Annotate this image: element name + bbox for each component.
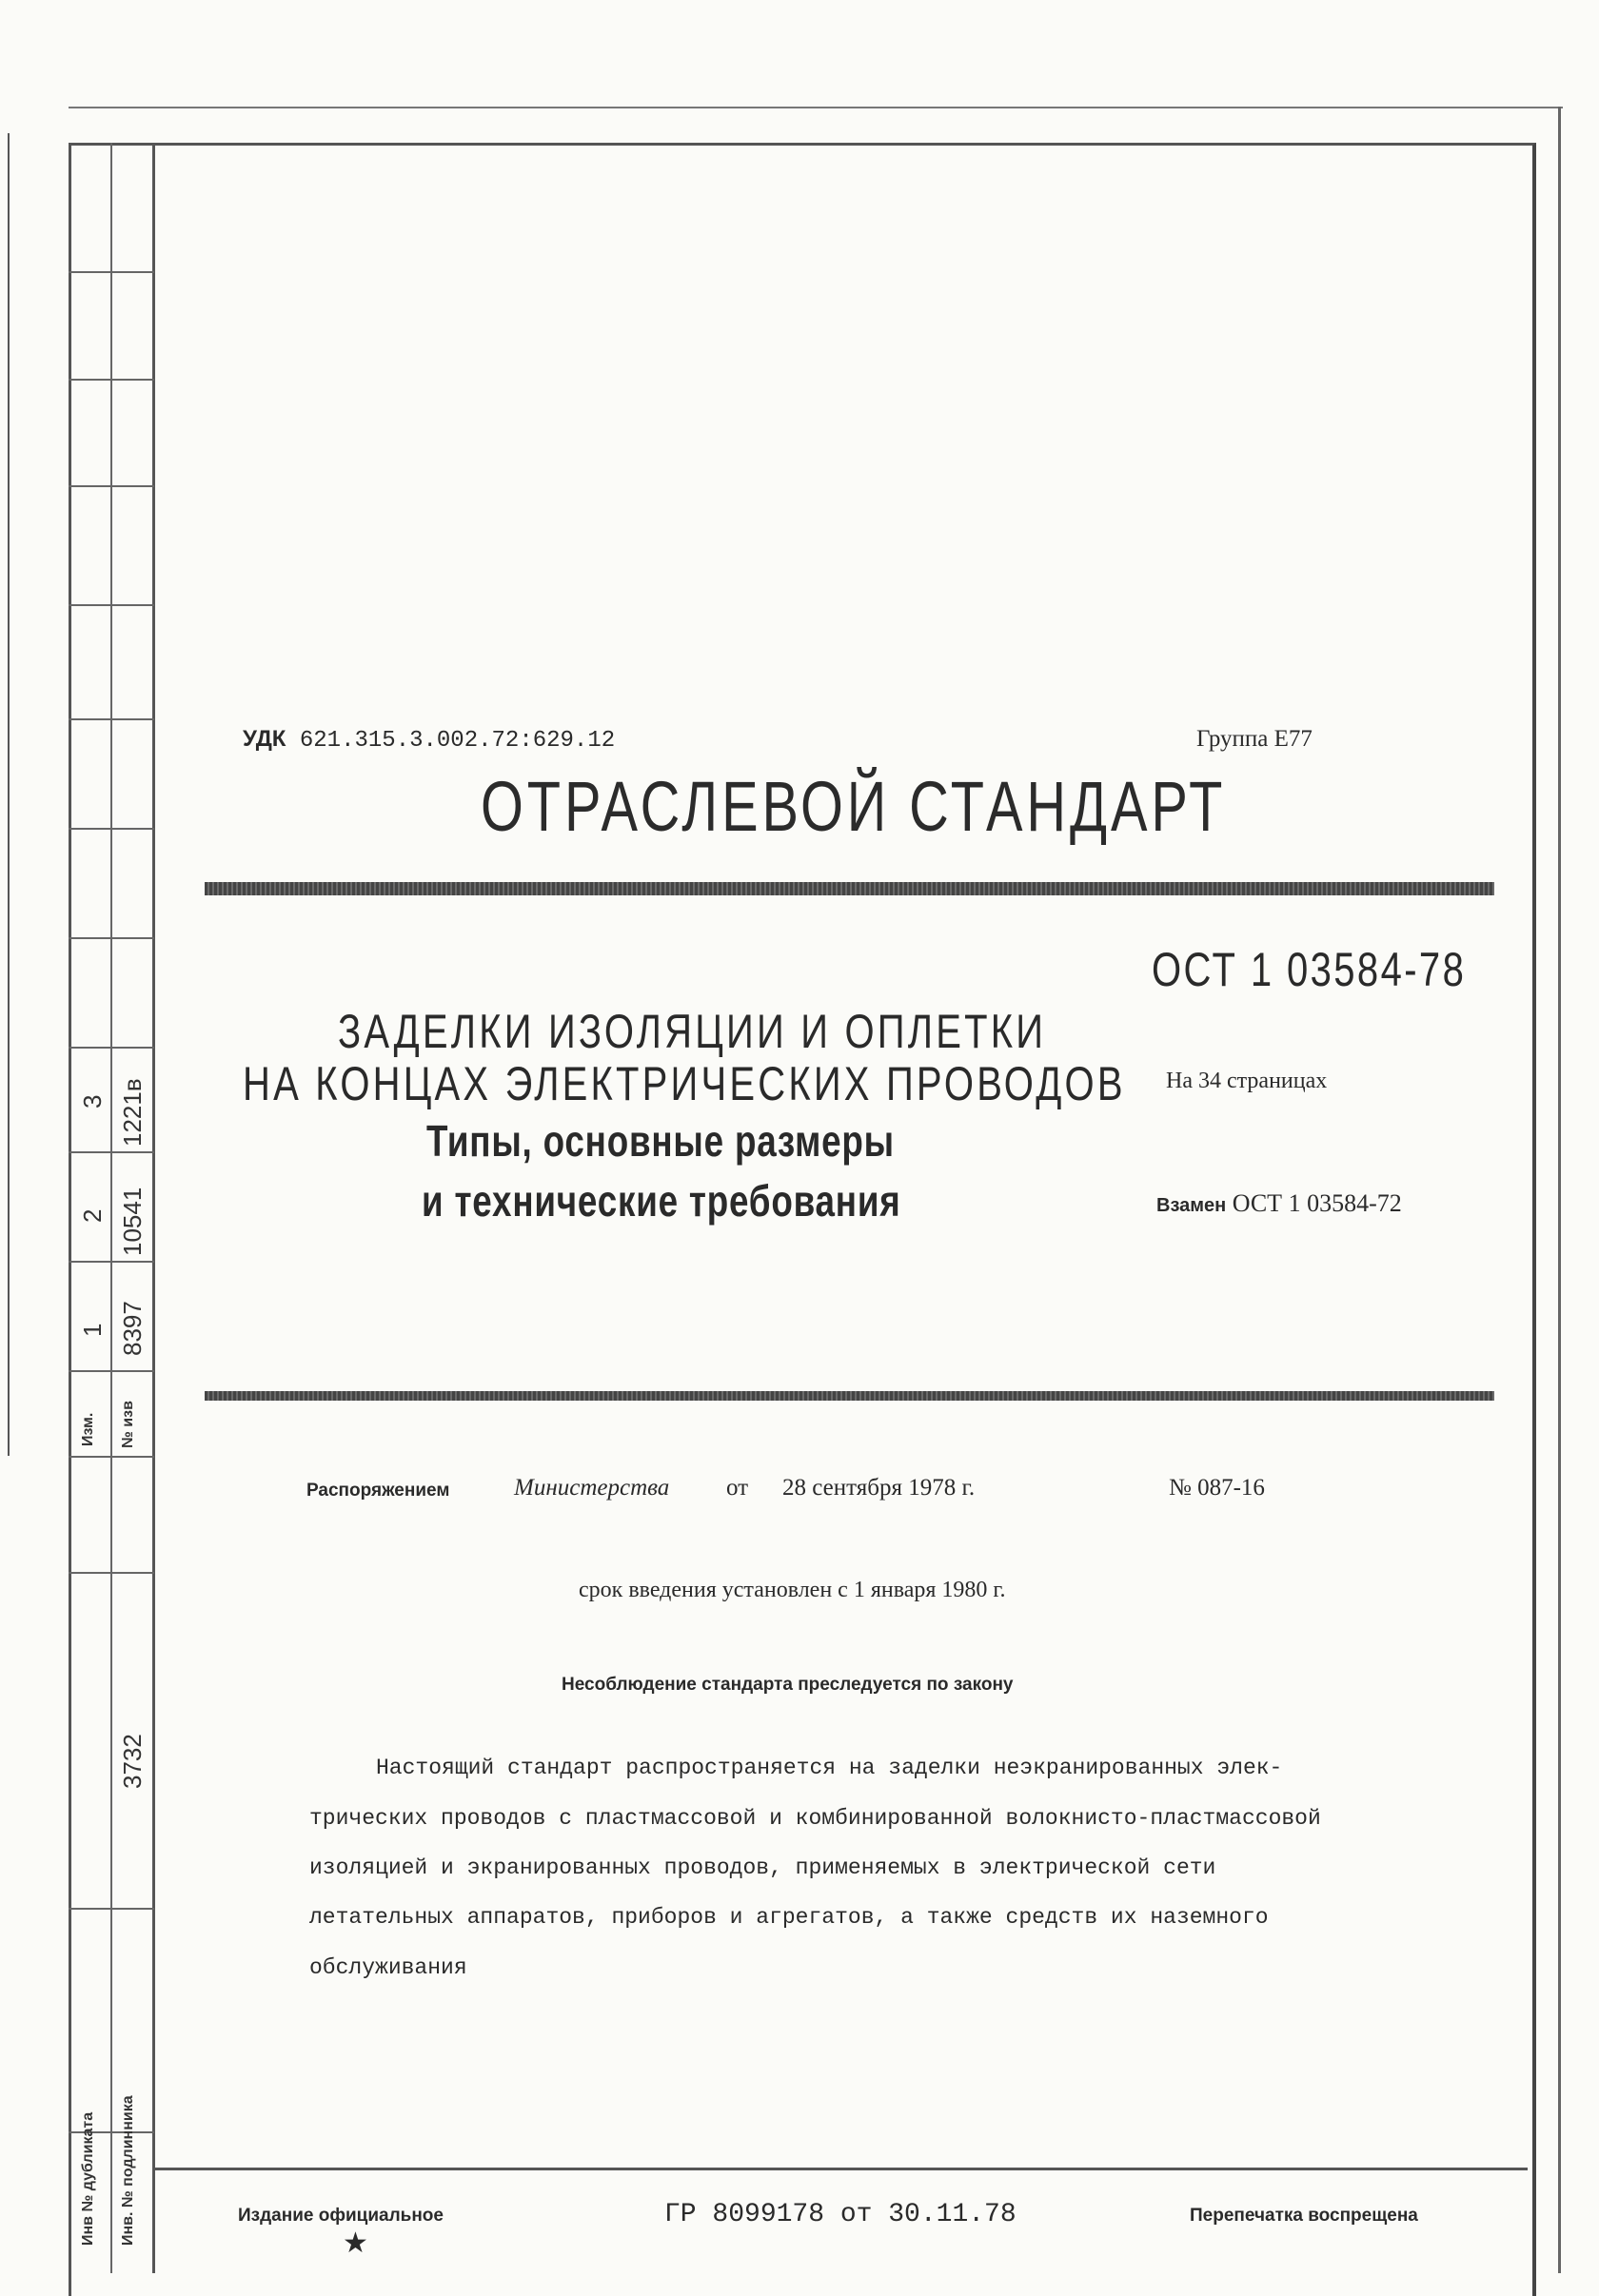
page-count: На 34 страницах (1166, 1069, 1328, 1093)
paragraph-line: трических проводов с пластмассовой и комбинированной волокнисто-пластмассовой (309, 1806, 1321, 1831)
side-grid-line (69, 1261, 154, 1263)
udk-code (243, 726, 615, 754)
inner-border-left (152, 143, 155, 2273)
side-grid-line (69, 379, 154, 381)
side-grid-line (69, 1572, 154, 1574)
star-icon: ★ (343, 2227, 368, 2259)
registration-number: ГР 8099178 от 30.11.78 (664, 2200, 1017, 2229)
effective-date: срок введения установлен с 1 января 1980 г. (579, 1578, 1006, 1602)
side-grid-line (69, 485, 154, 487)
rev-label-3: 3 (78, 1094, 107, 1109)
rev-label-1: 1 (78, 1323, 107, 1337)
frame-top-line (69, 107, 1563, 108)
side-grid-line (69, 604, 154, 606)
side-grid-line (69, 1370, 154, 1372)
rev-header-change: Изм. (80, 1412, 96, 1446)
rev-value-1: 8397 (118, 1301, 147, 1356)
official-edition: Издание официальное (238, 2206, 444, 2226)
side-grid-line (69, 937, 154, 939)
rev-value-2: 10541 (118, 1187, 147, 1256)
section-rule (205, 1391, 1494, 1401)
title-rule (205, 882, 1494, 895)
side-grid-line (69, 828, 154, 830)
order-number: № 087-16 (1169, 1475, 1265, 1501)
inventory-duplicate-label: Инв № дубликата (80, 2111, 96, 2246)
rev-header-notice: № изв (120, 1401, 136, 1448)
order-from: от (726, 1475, 749, 1501)
udk-value: 621.315.3.002.72:629.12 (299, 728, 616, 754)
subject-line-4: и технические требования (422, 1176, 901, 1226)
legal-notice: Несоблюдение стандарта преследуется по закону (562, 1675, 1014, 1695)
rev-value-3: 1221в (118, 1078, 147, 1147)
inventory-original-label: Инв. № подлинника (120, 2095, 136, 2246)
subject-line-1: ЗАДЕЛКИ ИЗОЛЯЦИИ И ОПЛЕТКИ (338, 1005, 1047, 1058)
side-grid-line (69, 1047, 154, 1049)
subject-line-3: Типы, основные размеры (426, 1116, 895, 1166)
paragraph-line: обслуживания (309, 1955, 467, 1980)
reprint-prohibited: Перепечатка воспрещена (1190, 2206, 1418, 2226)
side-grid-line (69, 718, 154, 720)
udk-label: УДК (243, 726, 286, 752)
margin-line (8, 133, 10, 1456)
side-grid-line (69, 1908, 154, 1910)
paragraph-line: Настоящий стандарт распространяется на заделки неэкранированных элек- (376, 1756, 1283, 1780)
group-code: Группа Е77 (1196, 726, 1313, 752)
side-grid-line (69, 1151, 154, 1153)
footer-rule (152, 2168, 1528, 2170)
paragraph-line: изоляцией и экранированных проводов, применяемых в электрической сети (309, 1855, 1216, 1880)
subject-line-2: НА КОНЦАХ ЭЛЕКТРИЧЕСКИХ ПРОВОДОВ (243, 1057, 1126, 1110)
replaces-label: Взамен (1156, 1195, 1227, 1216)
rev-label-2: 2 (78, 1208, 107, 1223)
order-date: 28 сентября 1978 г. (782, 1475, 976, 1501)
order-authority: Министерства (514, 1475, 670, 1501)
replaces-value: ОСТ 1 03584-72 (1232, 1189, 1402, 1217)
side-grid-line (69, 271, 154, 273)
inventory-number: 3732 (118, 1734, 147, 1789)
standard-number: ОСТ 1 03584-78 (1152, 943, 1467, 996)
order-label: Распоряжением (306, 1481, 450, 1501)
side-column-divider (110, 143, 112, 2273)
replaces-standard (1156, 1189, 1402, 1218)
paragraph-line: летательных аппаратов, приборов и агрегатов, а также средств их наземного (309, 1905, 1269, 1930)
frame-outer-right-line (1558, 107, 1561, 2273)
document-title: ОТРАСЛЕВОЙ СТАНДАРТ (481, 767, 1227, 846)
side-grid-line (69, 1456, 154, 1458)
